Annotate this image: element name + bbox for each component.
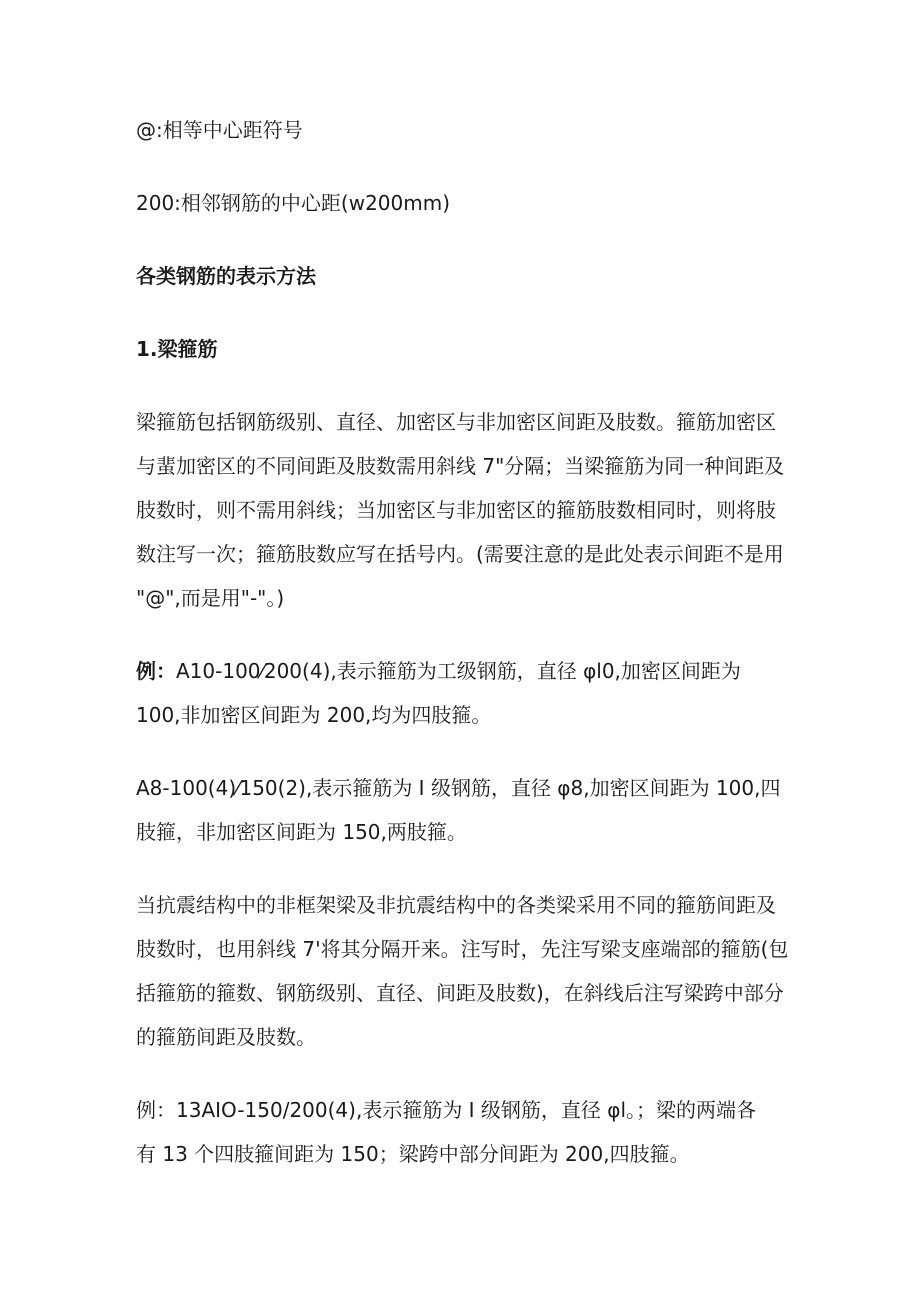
paragraph-line: 肢箍，非加密区间距为 150,两肢箍。 — [136, 820, 467, 844]
example-1 — [136, 649, 796, 737]
example-2 — [136, 766, 796, 854]
at-symbol-definition: @:相等中心距符号 — [136, 118, 303, 142]
paragraph-line: 的箍筋间距及肢数。 — [136, 1025, 316, 1049]
document-page — [136, 108, 796, 1205]
paragraph-line: 梁箍筋包括钢筋级别、直径、加密区与非加密区间距及肢数。箍筋加密区 — [136, 410, 776, 434]
paragraph-line: "@",而是用"-"。) — [136, 586, 285, 610]
non-frame-beam-description — [136, 883, 796, 1059]
example-3 — [136, 1088, 796, 1176]
paragraph-line: 有 13 个四肢箍间距为 150；梁跨中部分间距为 200,四肢箍。 — [136, 1142, 690, 1166]
paragraph-line: 肢数时，则不需用斜线；当加密区与非加密区的箍筋肢数相同时，则将肢 — [136, 498, 776, 522]
example-text: A10-100⁄200(4),表示箍筋为工级钢筋，直径 φl0,加密区间距为 — [176, 659, 741, 683]
paragraph-line: 数注写一次；箍筋肢数应写在括号内。(需要注意的是此处表示间距不是用 — [136, 542, 784, 566]
example-label: 例： — [136, 659, 176, 683]
paragraph-line — [136, 649, 796, 693]
section-heading: 各类钢筋的表示方法 — [136, 264, 316, 288]
paragraph-line: 与蜚加密区的不同间距及肢数需用斜线 7"分隔；当梁箍筋为同一种间距及 — [136, 454, 785, 478]
paragraph-line: A8-100(4)⁄150(2),表示箍筋为 I 级钢筋，直径 φ8,加密区间距为 100,四 — [136, 776, 781, 800]
spacing-definition: 200:相邻钢筋的中心距(w200mm) — [136, 191, 451, 215]
subsection-heading: 1.梁箍筋 — [136, 337, 218, 361]
beam-stirrup-description — [136, 400, 796, 620]
paragraph-line: 括箍筋的箍数、钢筋级别、直径、间距及肢数)，在斜线后注写梁跨中部分 — [136, 981, 784, 1005]
paragraph-line: 100,非加密区间距为 200,均为四肢箍。 — [136, 703, 492, 727]
paragraph-line: 当抗震结构中的非框架梁及非抗震结构中的各类梁采用不同的箍筋间距及 — [136, 893, 776, 917]
paragraph-line: 肢数时，也用斜线 7'将其分隔开来。注写时，先注写梁支座端部的箍筋(包 — [136, 937, 789, 961]
paragraph-line: 例：13AIO-150/200(4),表示箍筋为 I 级钢筋，直径 φl。；梁的两端各 — [136, 1098, 757, 1122]
